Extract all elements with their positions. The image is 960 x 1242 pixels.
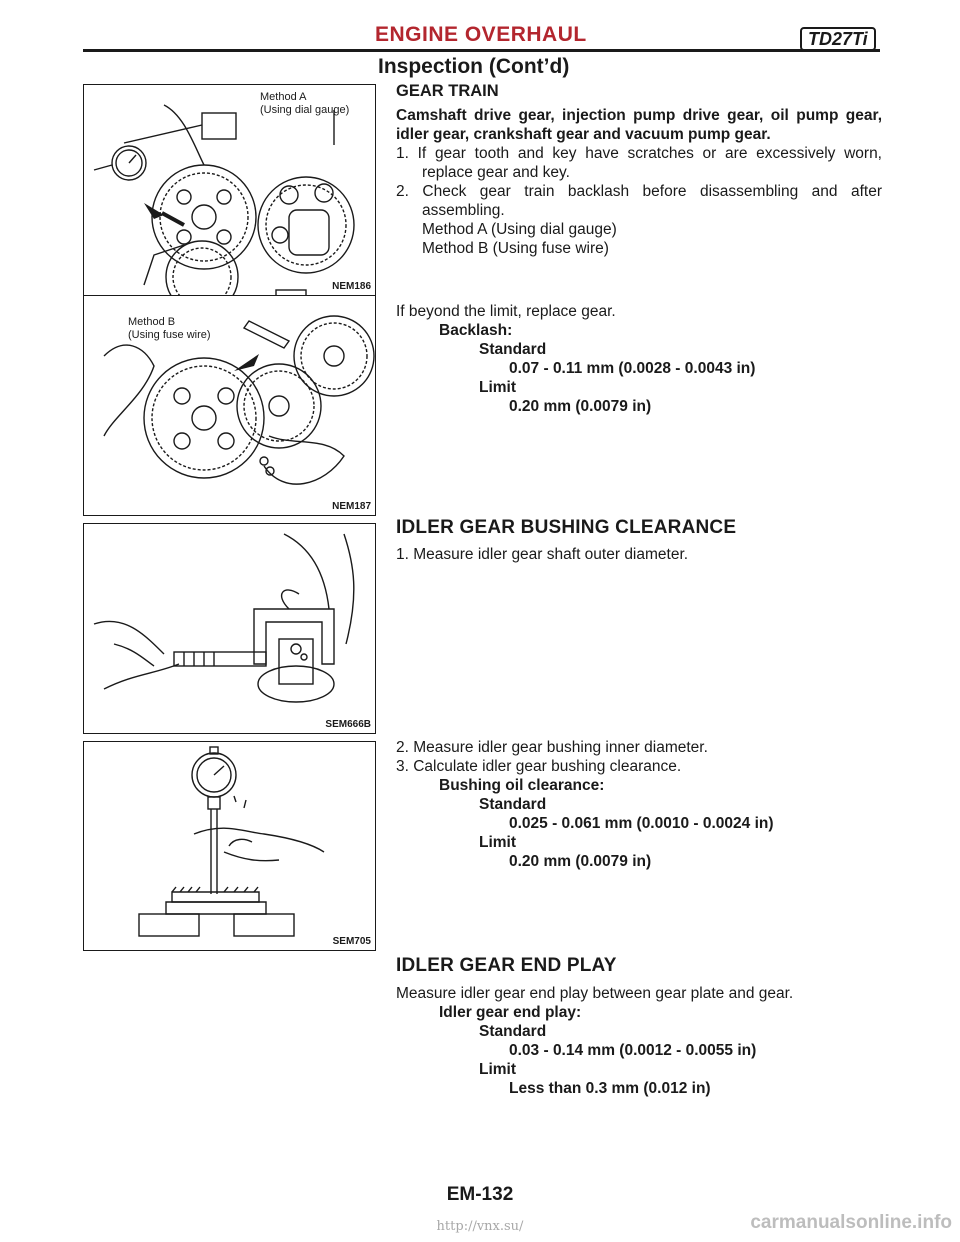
standard-value: 0.025 - 0.061 mm (0.0010 - 0.0024 in) (509, 815, 774, 832)
figure-gear-train-fuse-wire (83, 295, 376, 516)
bushing-bore-gauge-illustration (84, 742, 375, 950)
end-play-heading: IDLER GEAR END PLAY (396, 955, 617, 976)
gear-train-step-1: 1. If gear tooth and key have scratches or are excessively worn, replace gear and key. (396, 145, 882, 181)
replace-instruction: If beyond the limit, replace gear. (396, 303, 616, 320)
end-play-intro: Measure idler gear end play between gear plate and gear. (396, 985, 794, 1002)
watermark: carmanualsonline.info (750, 1212, 952, 1233)
limit-value: Less than 0.3 mm (0.012 in) (509, 1080, 711, 1097)
shaft-micrometer-illustration (84, 524, 375, 733)
bushing-step-2: 2. Measure idler gear bushing inner diameter. (396, 739, 708, 756)
standard-value: 0.03 - 0.14 mm (0.0012 - 0.0055 in) (509, 1042, 757, 1059)
standard-label: Standard (479, 796, 547, 813)
standard-label: Standard (479, 341, 547, 358)
figure-label-tool: (Using fuse wire) (128, 329, 211, 341)
figure-label-method: Method A (260, 91, 307, 103)
figure-code: SEM705 (332, 936, 371, 947)
limit-value: 0.20 mm (0.0079 in) (509, 853, 652, 870)
figure-code: SEM666B (325, 719, 371, 730)
spec-label: Bushing oil clearance: (439, 777, 605, 794)
page-number: EM-132 (446, 1184, 514, 1205)
figure-gear-train-dial-gauge (83, 84, 376, 296)
limit-value: 0.20 mm (0.0079 in) (509, 398, 652, 415)
bushing-step-1: 1. Measure idler gear shaft outer diameter. (396, 546, 689, 563)
figure-bushing-bore-gauge (83, 741, 376, 951)
bushing-section (396, 518, 882, 564)
end-play-section (396, 956, 882, 1098)
spec-label: Idler gear end play: (439, 1004, 582, 1021)
header-divider (83, 49, 880, 52)
gear-train-method-a: Method A (Using dial gauge) (422, 221, 617, 238)
gear-train-method-b: Method B (Using fuse wire) (422, 240, 609, 257)
engine-badge: TD27Ti (800, 27, 876, 51)
standard-value: 0.07 - 0.11 mm (0.0028 - 0.0043 in) (509, 360, 756, 377)
gear-train-section (396, 82, 882, 258)
figure-shaft-micrometer (83, 523, 376, 734)
figure-code: NEM186 (332, 281, 371, 292)
gear-train-intro: Camshaft drive gear, injection pump drive gear, oil pump gear, idler gear, crankshaft gear and vacuum pump gear. (396, 107, 882, 143)
figure-label-tool: (Using dial gauge) (260, 104, 350, 116)
limit-label: Limit (479, 834, 517, 851)
bushing-heading: IDLER GEAR BUSHING CLEARANCE (396, 517, 737, 538)
bushing-step-3: 3. Calculate idler gear bushing clearance. (396, 758, 682, 775)
limit-label: Limit (479, 379, 517, 396)
backlash-spec (396, 302, 882, 416)
limit-label: Limit (479, 1061, 517, 1078)
source-link[interactable]: http://vnx.su/ (436, 1219, 524, 1234)
page-subtitle: Inspection (Cont’d) (378, 55, 570, 78)
bushing-spec (396, 738, 882, 871)
gear-train-heading: GEAR TRAIN (396, 82, 499, 100)
figure-label-method: Method B (128, 316, 176, 328)
standard-label: Standard (479, 1023, 547, 1040)
gear-train-step-2: 2. Check gear train backlash before disassembling and after assembling. (396, 183, 882, 219)
figure-code: NEM187 (332, 501, 371, 512)
section-title: ENGINE OVERHAUL (375, 23, 587, 46)
spec-label: Backlash: (439, 322, 513, 339)
